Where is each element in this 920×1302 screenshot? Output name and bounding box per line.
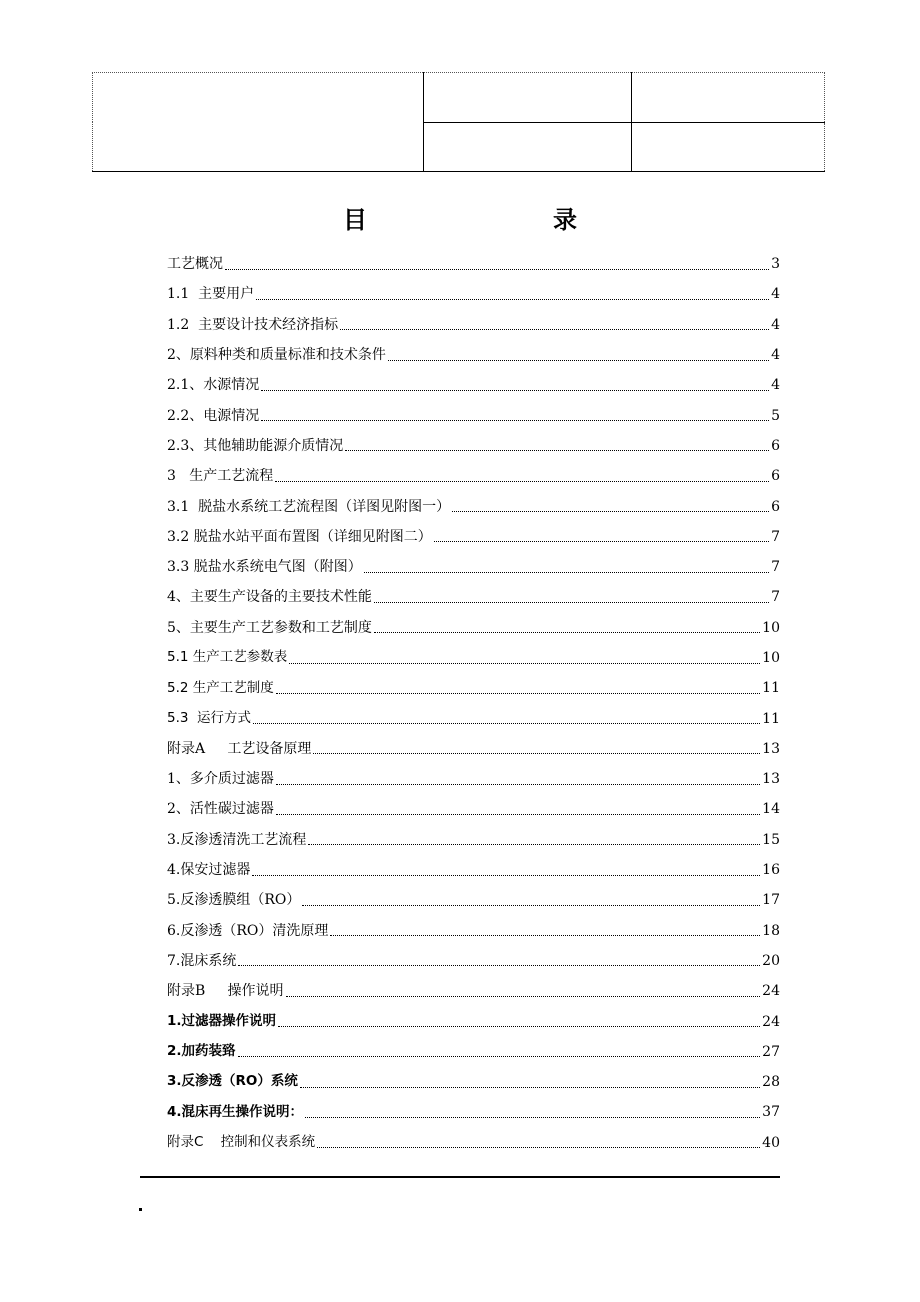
toc-entry-page-number: 11: [762, 680, 780, 697]
toc-entry[interactable]: [167, 279, 780, 309]
toc-entry[interactable]: [167, 825, 780, 855]
toc-dot-leader: [252, 875, 760, 876]
toc-entry-label: 附录C 控制和仪表系统: [167, 1134, 316, 1150]
toc-dot-leader: [374, 632, 760, 633]
toc-dot-leader: [302, 905, 760, 906]
toc-entry-label: 4.保安过滤器: [167, 862, 251, 879]
toc-dot-leader: [286, 996, 761, 997]
header-cell-left: [93, 73, 424, 172]
toc-dot-leader: [261, 390, 769, 391]
toc-entry-label: 5.2 生产工艺制度: [167, 679, 274, 696]
toc-entry[interactable]: [167, 582, 780, 612]
toc-entry-label: 3 生产工艺流程: [167, 468, 274, 485]
toc-entry-label: 2.加药装臵: [167, 1043, 236, 1060]
toc-entry[interactable]: [167, 249, 780, 279]
toc-entry[interactable]: [167, 916, 780, 946]
toc-entry-page-number: 4: [771, 286, 780, 303]
toc-entry-page-number: 24: [762, 1013, 780, 1030]
toc-entry-page-number: 4: [771, 347, 780, 364]
toc-entry-page-number: 16: [762, 862, 780, 879]
toc-entry-label: 5、主要生产工艺参数和工艺制度: [167, 619, 372, 636]
toc-entry[interactable]: [167, 461, 780, 491]
toc-entry-page-number: 10: [762, 650, 780, 666]
toc-entry[interactable]: [167, 794, 780, 824]
toc-entry-label: 2.2、电源情况: [167, 407, 260, 424]
toc-entry-label: 3.1 脱盐水系统工艺流程图（详图见附图一）: [167, 498, 451, 515]
toc-dot-leader: [276, 693, 760, 694]
toc-entry-page-number: 24: [762, 983, 780, 1000]
toc-dot-leader: [289, 663, 760, 664]
toc-dot-leader: [434, 541, 769, 542]
toc-entry-page-number: 7: [771, 559, 780, 576]
toc-entry[interactable]: [167, 673, 780, 703]
toc-entry-page-number: 15: [762, 831, 780, 848]
toc-entry[interactable]: [167, 370, 780, 400]
toc-dot-leader: [374, 602, 769, 603]
toc-entry-page-number: 17: [762, 892, 780, 909]
toc-entry-label: 4、主要生产设备的主要技术性能: [167, 589, 372, 606]
toc-dot-leader: [278, 1026, 760, 1027]
toc-entry-page-number: 3: [771, 256, 780, 273]
toc-entry-page-number: 40: [762, 1134, 780, 1151]
toc-dot-leader: [253, 723, 760, 724]
toc-entry-page-number: 5: [771, 407, 780, 424]
toc-entry-page-number: 27: [762, 1043, 780, 1060]
toc-entry-page-number: 7: [771, 528, 780, 545]
title-char-2: 录: [553, 206, 577, 234]
header-cell-top-right: [632, 73, 825, 123]
toc-dot-leader: [308, 844, 760, 845]
toc-entry-label: 3.2 脱盐水站平面布置图（详细见附图二）: [167, 528, 432, 545]
toc-entry-page-number: 10: [762, 619, 780, 636]
toc-dot-leader: [452, 511, 769, 512]
toc-entry-page-number: 7: [771, 589, 780, 606]
toc-dot-leader: [364, 572, 769, 573]
footer-rule: [140, 1176, 780, 1178]
toc-entry[interactable]: [167, 340, 780, 370]
toc-entry[interactable]: [167, 310, 780, 340]
header-table: [92, 72, 825, 172]
toc-entry[interactable]: [167, 643, 780, 673]
toc-entry-label: 3.3 脱盐水系统电气图（附图）: [167, 559, 362, 576]
toc-entry-label: 1、多介质过滤器: [167, 771, 274, 788]
toc-entry[interactable]: [167, 946, 780, 976]
toc-entry-label: 1.1 主要用户: [167, 286, 255, 303]
toc-dot-leader: [300, 1087, 760, 1088]
toc-entry-page-number: 11: [762, 710, 780, 727]
toc-entry-label: 3.反渗透清洗工艺流程: [167, 831, 307, 848]
toc-dot-leader: [276, 784, 760, 785]
toc-entry-label: 2、原料种类和质量标准和技术条件: [167, 347, 386, 364]
toc-dot-leader: [317, 1147, 760, 1148]
toc-entry[interactable]: [167, 1037, 780, 1067]
toc-entry-page-number: 6: [771, 437, 780, 454]
toc-entry-page-number: 13: [762, 740, 780, 757]
header-cell-bottom-right: [632, 122, 825, 172]
toc-dot-leader: [276, 814, 760, 815]
toc-entry[interactable]: [167, 1128, 780, 1158]
toc-dot-leader: [340, 329, 769, 330]
toc-entry-page-number: 6: [771, 498, 780, 515]
toc-entry-label: 附录A 工艺设备原理: [167, 740, 312, 757]
toc-entry-label: 1.2 主要设计技术经济指标: [167, 316, 339, 333]
toc-entry-label: 7.混床系统: [167, 952, 237, 969]
toc-dot-leader: [225, 269, 769, 270]
toc-entry-label: 1.过滤器操作说明: [167, 1012, 277, 1029]
toc-entry[interactable]: [167, 1097, 780, 1127]
toc-entry[interactable]: [167, 1006, 780, 1036]
toc-entry[interactable]: [167, 976, 780, 1006]
toc-entry[interactable]: [167, 431, 780, 461]
header-cell-top-middle: [424, 73, 632, 123]
toc-dot-leader: [305, 1117, 760, 1118]
toc-entry[interactable]: [167, 1067, 780, 1097]
page-title: [0, 200, 920, 236]
toc-dot-leader: [275, 481, 769, 482]
toc-entry[interactable]: [167, 885, 780, 915]
toc-dot-leader: [313, 753, 760, 754]
toc-entry[interactable]: [167, 703, 780, 733]
toc-entry-page-number: 28: [762, 1074, 780, 1091]
toc-entry-page-number: 4: [771, 316, 780, 333]
toc-entry[interactable]: [167, 734, 780, 764]
toc-entry-label: 3.反渗透（RO）系统: [167, 1073, 298, 1090]
toc-entry[interactable]: [167, 491, 780, 521]
toc-entry-label: 附录B 操作说明: [167, 983, 284, 1000]
toc-dot-leader: [238, 965, 760, 966]
footer-dot: [139, 1208, 142, 1211]
toc-entry-page-number: 37: [762, 1104, 780, 1121]
table-of-contents: [167, 249, 780, 1158]
toc-entry-page-number: 18: [762, 922, 780, 939]
toc-entry-label: 6.反渗透（RO）清洗原理: [167, 922, 329, 939]
toc-entry-label: 工艺概况: [167, 256, 223, 273]
toc-entry[interactable]: [167, 552, 780, 582]
toc-dot-leader: [261, 420, 769, 421]
toc-dot-leader: [345, 450, 769, 451]
toc-entry-page-number: 4: [771, 377, 780, 394]
toc-dot-leader: [256, 299, 769, 300]
toc-entry[interactable]: [167, 613, 780, 643]
toc-entry[interactable]: [167, 400, 780, 430]
toc-entry-label: 5.1 生产工艺参数表: [167, 649, 288, 666]
toc-entry-label: 2.3、其他辅助能源介质情况: [167, 437, 344, 454]
toc-entry[interactable]: [167, 764, 780, 794]
toc-entry-label: 4.混床再生操作说明：: [167, 1103, 304, 1120]
toc-entry-page-number: 14: [762, 801, 780, 818]
toc-entry[interactable]: [167, 855, 780, 885]
toc-entry-page-number: 13: [762, 771, 780, 788]
toc-dot-leader: [238, 1056, 761, 1057]
header-cell-bottom-middle: [424, 122, 632, 172]
toc-entry-label: 2.1、水源情况: [167, 377, 260, 394]
toc-entry-page-number: 6: [771, 468, 780, 485]
toc-entry-label: 5.3 运行方式: [167, 709, 252, 726]
toc-entry-label: 5.反渗透膜组（RO）: [167, 892, 301, 909]
toc-dot-leader: [330, 935, 760, 936]
toc-dot-leader: [388, 360, 769, 361]
title-char-1: 目: [343, 206, 367, 234]
toc-entry-page-number: 20: [762, 952, 780, 969]
toc-entry[interactable]: [167, 522, 780, 552]
toc-entry-label: 2、活性碳过滤器: [167, 801, 274, 818]
